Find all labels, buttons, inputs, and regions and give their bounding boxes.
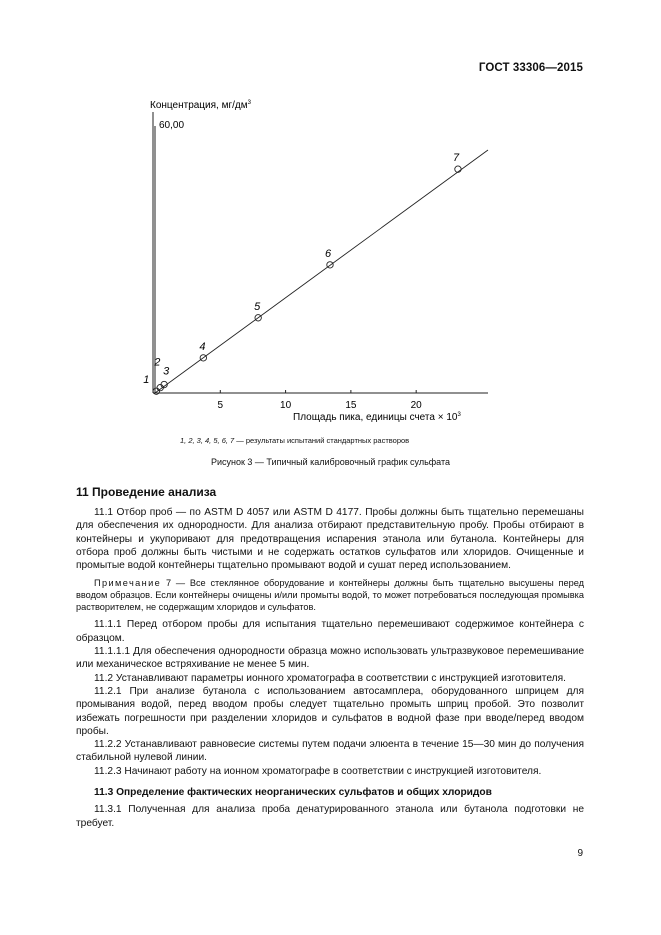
section-body [76, 506, 584, 830]
point-label-4: 4 [199, 340, 206, 353]
note-label: Примечание [94, 578, 162, 589]
paragraph-11-2-1: 11.2.1 При анализе бутанола с использованием автосамплера, оборудованного шприцем для промывания водой, перед вводом пробы следует тщательно промыть шприц пробой. Это позволит избежать погрешности при разделении хлоридов и сульфатов в водной фазе при вводе/перед вводом пробы. [76, 685, 584, 737]
paragraph-11-2-3: 11.2.3 Начинают работу на ионном хроматографе в соответствии с инструкцией изготовителя. [94, 765, 542, 777]
paragraph-11-2: 11.2 Устанавливают параметры ионного хроматографа в соответствии с инструкцией изготовителя. [94, 672, 566, 684]
note-7 [76, 577, 584, 613]
document-header: ГОСТ 33306—2015 [478, 62, 583, 74]
x-tick-label-5: 5 [217, 400, 224, 411]
figure-caption: Рисунок 3 — Типичный калибровочный график сульфата [210, 457, 450, 467]
x-axis-label-text: Площадь пика, единицы счета × 10 [293, 412, 458, 423]
paragraph-11-2-2: 11.2.2 Устанавливают равновесие системы путем подачи элюента в течение 15—30 мин до получения стабильной нулевой линии. [76, 739, 584, 764]
subheading-11-3: 11.3 Определение фактических неорганических сульфатов и общих хлоридов [94, 787, 492, 799]
point-label-2: 2 [154, 356, 161, 369]
y-axis-label-superscript: 3 [247, 100, 251, 106]
calibration-fit-line [155, 150, 488, 393]
paragraph-11-1-1: 11.1.1 Перед отбором пробы для испытания тщательно перемешивают содержимое контейнера с образцом. [76, 619, 584, 644]
x-axis-label [293, 412, 461, 423]
legend-numbers: 1, 2, 3, 4, 5, 6, 7 [180, 436, 235, 445]
point-label-3: 3 [163, 365, 170, 378]
y-axis-label-text: Концентрация, мг/дм [150, 100, 248, 111]
point-label-7: 7 [452, 152, 460, 165]
figure-legend [180, 436, 409, 445]
section-title: 11 Проведение анализа [76, 485, 217, 499]
x-tick-label-20: 20 [410, 400, 422, 411]
paragraph-11-1: 11.1 Отбор проб — по ASTM D 4057 или ASTM D 4177. Пробы должны быть тщательно перемешаны для обеспечения их однородности. Для анализа отбирают представительную пробу. Пробы отбирают в контейнеры и укупоривают для предотвращения испарения этанола или бутанола. Контейнеры для отбора проб должны быть чистыми и не содержать остатков сульфатов или хлоридов. Очищенные и промытые водой контейнеры тщательно промывают водой и сушат перед использованием. [76, 507, 584, 572]
x-tick-label-10: 10 [280, 400, 292, 411]
point-label-1: 1 [143, 374, 150, 387]
data-points [143, 152, 461, 394]
y-axis-label [150, 100, 252, 111]
y-axis-top-value: 60,00 [159, 120, 185, 131]
page-number: 9 [577, 848, 583, 859]
legend-text: — результаты испытаний стандартных растворов [234, 436, 410, 445]
paragraph-11-3-1: 11.3.1 Полученная для анализа проба денатурированного этанола или бутанола подготовки не требует. [76, 804, 584, 829]
paragraph-11-1-1-1: 11.1.1.1 Для обеспечения однородности образца можно использовать ультразвуковое перемешивание или механическое встряхивание не менее 5 мин. [76, 646, 584, 671]
calibration-chart [0, 0, 661, 430]
point-label-5: 5 [254, 300, 261, 313]
note-text: 7 — Все стеклянное оборудование и контейнеры должны быть тщательно высушены перед вводом образцов. Если контейнеры очищены и/или промыты водой, то может потребоваться последующая промывка растворителем, не содержащим хлоридов и сульфатов. [76, 578, 584, 613]
x-tick-label-15: 15 [345, 400, 357, 411]
x-axis-label-superscript: 3 [457, 412, 461, 418]
fit-line-group [155, 150, 488, 393]
point-label-6: 6 [324, 247, 332, 260]
